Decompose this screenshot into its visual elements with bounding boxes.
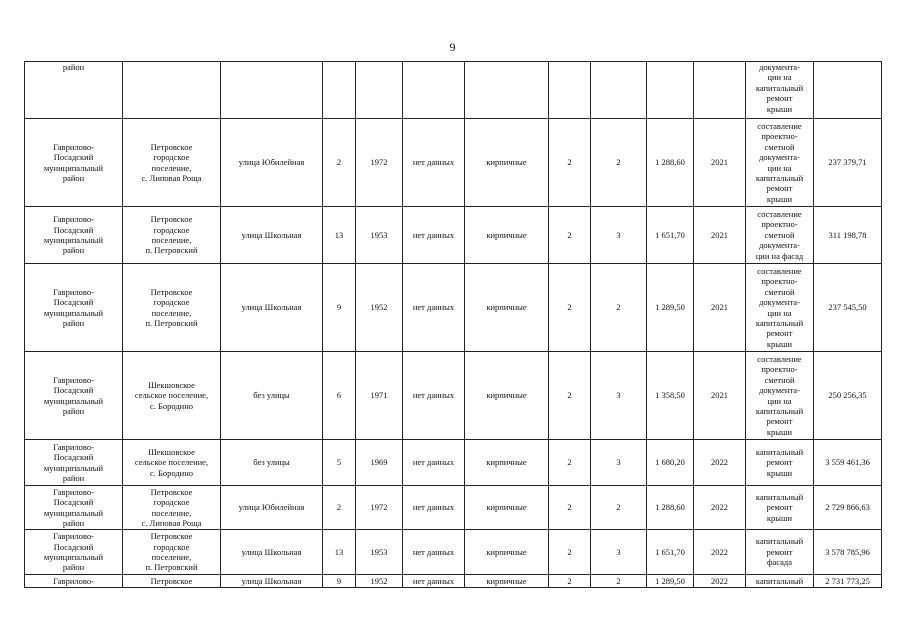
cost-cell: 2 729 866,63 (814, 486, 882, 530)
wall-material-cell: кирпичные (465, 440, 549, 486)
work-type-cell: капитальный ремонт крыши (746, 440, 814, 486)
housing-repair-table (24, 61, 882, 588)
plan-year-cell: 2022 (694, 486, 746, 530)
area-cell: 1 289,50 (647, 264, 694, 352)
plan-year-cell: 2022 (694, 530, 746, 575)
floors-cell: 2 (549, 207, 591, 264)
work-type-cell: составление проектно- сметной документа- ции на капитальный ремонт крыши (746, 264, 814, 352)
plan-year-cell: 2021 (694, 207, 746, 264)
entrances-cell: 3 (591, 440, 647, 486)
floors-cell: 2 (549, 486, 591, 530)
floors-cell: 2 (549, 530, 591, 575)
house-number-cell: 9 (323, 575, 356, 588)
house-number-cell: 2 (323, 486, 356, 530)
street-cell: без улицы (221, 440, 323, 486)
district-cell: Гаврилово- Посадский муниципальный район (25, 207, 123, 264)
floors-cell: 2 (549, 352, 591, 440)
cost-cell: 3 559 461,36 (814, 440, 882, 486)
data-cell: нет данных (403, 575, 465, 588)
work-type-cell: составление проектно- сметной документа- ции на капитальный ремонт крыши (746, 119, 814, 207)
table-row (25, 62, 882, 119)
area-cell: 1 680,20 (647, 440, 694, 486)
area-cell: 1 288,60 (647, 486, 694, 530)
table-row (25, 530, 882, 575)
work-type-cell: капитальный ремонт фасада (746, 530, 814, 575)
entrances-cell: 3 (591, 530, 647, 575)
area-cell (647, 62, 694, 119)
settlement-cell (123, 62, 221, 119)
wall-material-cell: кирпичные (465, 119, 549, 207)
district-cell: Гаврилово- (25, 575, 123, 588)
work-type-cell: составление проектно- сметной документа- ции на фасад (746, 207, 814, 264)
table-row (25, 575, 882, 588)
area-cell: 1 651,70 (647, 530, 694, 575)
wall-material-cell: кирпичные (465, 530, 549, 575)
build-year-cell: 1969 (356, 440, 403, 486)
work-type-cell: капитальный (746, 575, 814, 588)
district-cell: Гаврилово- Посадский муниципальный район (25, 264, 123, 352)
floors-cell: 2 (549, 440, 591, 486)
entrances-cell: 2 (591, 486, 647, 530)
wall-material-cell: кирпичные (465, 264, 549, 352)
street-cell: улица Школьная (221, 207, 323, 264)
floors-cell: 2 (549, 575, 591, 588)
street-cell (221, 62, 323, 119)
settlement-cell: Шекшовское сельское поселение, с. Бородино (123, 352, 221, 440)
settlement-cell: Петровское (123, 575, 221, 588)
house-number-cell: 2 (323, 119, 356, 207)
house-number-cell: 5 (323, 440, 356, 486)
wall-material-cell: кирпичные (465, 486, 549, 530)
street-cell: улица Школьная (221, 575, 323, 588)
entrances-cell (591, 62, 647, 119)
entrances-cell: 2 (591, 264, 647, 352)
data-cell: нет данных (403, 264, 465, 352)
table-row (25, 207, 882, 264)
table-row (25, 264, 882, 352)
table-row (25, 440, 882, 486)
build-year-cell: 1953 (356, 207, 403, 264)
plan-year-cell: 2021 (694, 352, 746, 440)
settlement-cell: Петровское городское поселение, п. Петровский (123, 207, 221, 264)
house-number-cell (323, 62, 356, 119)
data-cell: нет данных (403, 352, 465, 440)
settlement-cell: Петровское городское поселение, п. Петровский (123, 530, 221, 575)
settlement-cell: Шекшовское сельское поселение, с. Бородино (123, 440, 221, 486)
plan-year-cell (694, 62, 746, 119)
floors-cell: 2 (549, 264, 591, 352)
entrances-cell: 3 (591, 352, 647, 440)
data-cell: нет данных (403, 119, 465, 207)
district-cell: район (25, 62, 123, 119)
area-cell: 1 358,50 (647, 352, 694, 440)
plan-year-cell: 2022 (694, 575, 746, 588)
plan-year-cell: 2022 (694, 440, 746, 486)
build-year-cell: 1952 (356, 264, 403, 352)
wall-material-cell: кирпичные (465, 352, 549, 440)
street-cell: улица Школьная (221, 530, 323, 575)
cost-cell: 3 578 785,96 (814, 530, 882, 575)
wall-material-cell: кирпичные (465, 575, 549, 588)
cost-cell: 237 379,71 (814, 119, 882, 207)
data-cell: нет данных (403, 440, 465, 486)
street-cell: без улицы (221, 352, 323, 440)
house-number-cell: 6 (323, 352, 356, 440)
settlement-cell: Петровское городское поселение, с. Липовая Роща (123, 486, 221, 530)
district-cell: Гаврилово- Посадский муниципальный район (25, 352, 123, 440)
work-type-cell: капитальный ремонт крыши (746, 486, 814, 530)
build-year-cell: 1971 (356, 352, 403, 440)
data-cell (403, 62, 465, 119)
work-type-cell: составление проектно- сметной документа- ции на капитальный ремонт крыши (746, 352, 814, 440)
entrances-cell: 2 (591, 119, 647, 207)
district-cell: Гаврилово- Посадский муниципальный район (25, 530, 123, 575)
cost-cell: 237 545,50 (814, 264, 882, 352)
cost-cell: 311 198,78 (814, 207, 882, 264)
build-year-cell (356, 62, 403, 119)
build-year-cell: 1972 (356, 486, 403, 530)
data-cell: нет данных (403, 530, 465, 575)
area-cell: 1 288,60 (647, 119, 694, 207)
page-number: 9 (449, 40, 456, 54)
table-body (25, 62, 882, 588)
floors-cell (549, 62, 591, 119)
wall-material-cell: кирпичные (465, 207, 549, 264)
table-row (25, 119, 882, 207)
house-number-cell: 13 (323, 207, 356, 264)
build-year-cell: 1972 (356, 119, 403, 207)
cost-cell: 2 731 773,25 (814, 575, 882, 588)
floors-cell: 2 (549, 119, 591, 207)
table-row (25, 486, 882, 530)
area-cell: 1 289,50 (647, 575, 694, 588)
district-cell: Гаврилово- Посадский муниципальный район (25, 440, 123, 486)
entrances-cell: 2 (591, 575, 647, 588)
table-row (25, 352, 882, 440)
build-year-cell: 1953 (356, 530, 403, 575)
house-number-cell: 9 (323, 264, 356, 352)
settlement-cell: Петровское городское поселение, п. Петровский (123, 264, 221, 352)
cost-cell (814, 62, 882, 119)
data-cell: нет данных (403, 486, 465, 530)
plan-year-cell: 2021 (694, 119, 746, 207)
plan-year-cell: 2021 (694, 264, 746, 352)
street-cell: улица Юбилейная (221, 486, 323, 530)
build-year-cell: 1952 (356, 575, 403, 588)
street-cell: улица Школьная (221, 264, 323, 352)
district-cell: Гаврилово- Посадский муниципальный район (25, 486, 123, 530)
data-cell: нет данных (403, 207, 465, 264)
area-cell: 1 651,70 (647, 207, 694, 264)
entrances-cell: 3 (591, 207, 647, 264)
street-cell: улица Юбилейная (221, 119, 323, 207)
settlement-cell: Петровское городское поселение, с. Липовая Роща (123, 119, 221, 207)
work-type-cell: документа- ции на капитальный ремонт крыши (746, 62, 814, 119)
wall-material-cell (465, 62, 549, 119)
house-number-cell: 13 (323, 530, 356, 575)
cost-cell: 250 256,35 (814, 352, 882, 440)
district-cell: Гаврилово- Посадский муниципальный район (25, 119, 123, 207)
